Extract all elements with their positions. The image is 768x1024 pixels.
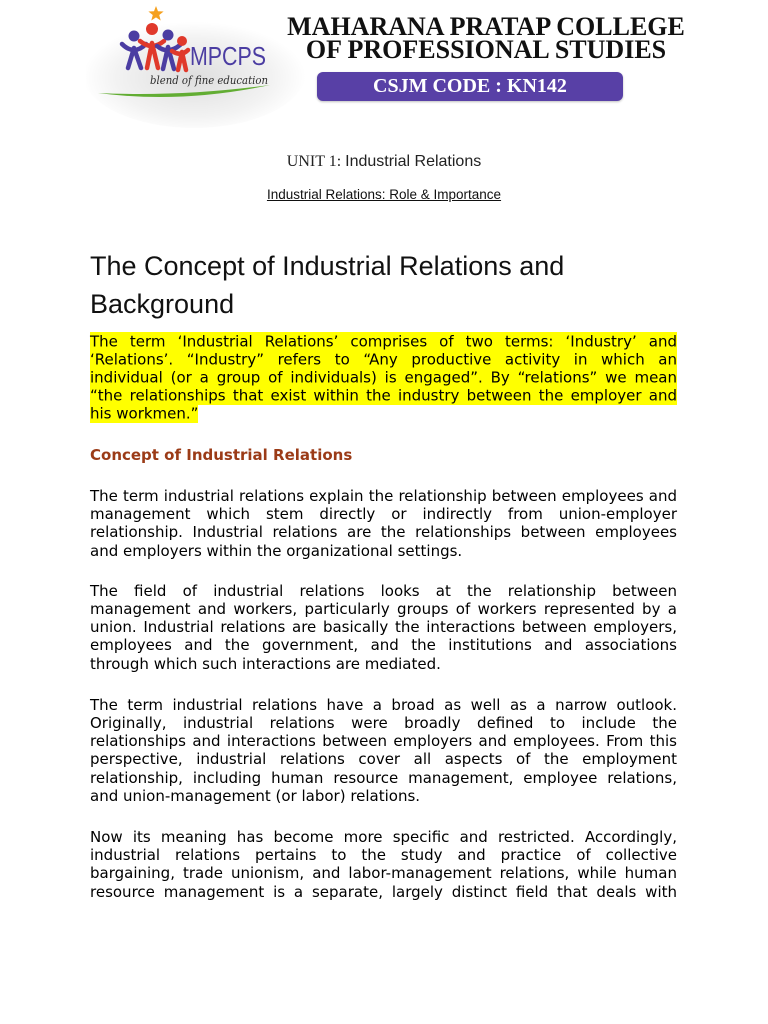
- text-line: [90, 404, 677, 422]
- text-line: [90, 487, 677, 505]
- text-line-content: bargaining, trade unionism, and labor-management relations, while human: [90, 864, 677, 883]
- college-logo: [86, 0, 306, 128]
- code-badge: CSJM CODE : KN142: [317, 72, 623, 101]
- text-line-content: ‘Relations’. “Industry” refers to “Any productive activity in which an: [90, 350, 677, 368]
- text-line-content: management and workers, particularly groups of workers represented by a: [90, 600, 677, 619]
- text-line: [90, 696, 677, 714]
- figure-head: [129, 31, 140, 42]
- logo-tagline: blend of fine education: [150, 74, 268, 87]
- topic-subtitle: [0, 187, 768, 203]
- college-name-line: MAHARANA PRATAP COLLEGE: [287, 12, 685, 41]
- text-line: [90, 769, 677, 787]
- text-line: [90, 600, 677, 618]
- logo-star-icon: [148, 6, 163, 20]
- text-line-content: “the relationships that exist within the industry between the employer and: [90, 386, 677, 404]
- text-line: [90, 332, 677, 350]
- text-line: [90, 883, 677, 901]
- text-line-content: relationship, including human resource management, employee relations,: [90, 768, 677, 787]
- text-line-content: relationship. Industrial relations are the relationships between employees: [90, 523, 677, 542]
- text-line-content: his workmen.”: [90, 404, 199, 422]
- body-paragraph: [90, 487, 677, 560]
- body-paragraph: [90, 696, 677, 805]
- text-line-content: and employers within the organizational settings.: [90, 541, 463, 560]
- topic-subtitle-text: Industrial Relations: Role & Importance: [266, 187, 502, 202]
- text-line-content: Originally, industrial relations were broadly defined to include the: [90, 714, 677, 733]
- body-paragraph: [90, 582, 677, 673]
- college-name-line: OF PROFESSIONAL STUDIES: [305, 35, 667, 64]
- section-heading: Concept of Industrial Relations: [90, 446, 353, 464]
- body-paragraph: [90, 828, 677, 901]
- main-heading: The Concept of Industrial Relations and Background: [90, 251, 565, 319]
- text-line-content: resource management is a separate, largely distinct field that deals with: [90, 882, 677, 901]
- text-line: [90, 542, 677, 560]
- text-line: [90, 350, 677, 368]
- college-name: [280, 12, 692, 64]
- text-line-content: management which stem directly or indirectly from union-employer: [90, 505, 677, 524]
- text-line-content: The field of industrial relations looks at the relationship between: [90, 581, 677, 600]
- unit-label: UNIT 1:: [286, 153, 342, 170]
- text-line: [90, 714, 677, 732]
- text-line-content: Now its meaning has become more specific and restricted. Accordingly,: [90, 828, 677, 847]
- unit-title: [0, 152, 768, 172]
- document-body: [90, 247, 677, 901]
- text-line: [90, 846, 677, 864]
- text-line: [90, 505, 677, 523]
- text-line-content: relationships and interactions between employers and employees. From this: [90, 732, 677, 751]
- text-line-content: industrial relations pertains to the study and practice of collective: [90, 846, 677, 865]
- text-line-content: union. Industrial relations are basically the interactions between employers,: [90, 618, 677, 637]
- figure-head: [146, 23, 158, 35]
- logo-backdrop-glow: [86, 16, 306, 128]
- text-line-content: The term ‘Industrial Relations’ comprises of two terms: ‘Industry’ and: [90, 332, 677, 350]
- text-line: [90, 864, 677, 882]
- unit-name: Industrial Relations: [345, 153, 482, 170]
- highlighted-intro-paragraph: [90, 332, 677, 422]
- text-line: [90, 828, 677, 846]
- text-line: [90, 732, 677, 750]
- text-line-content: through which such interactions are mediated.: [90, 654, 441, 673]
- text-line-content: The term industrial relations explain the relationship between employees and: [90, 487, 677, 505]
- text-line: [90, 368, 677, 386]
- figure-head: [163, 30, 174, 41]
- logo-acronym: MPCPS: [190, 41, 266, 71]
- text-line: [90, 787, 677, 805]
- text-line: [90, 636, 677, 654]
- text-line: [90, 618, 677, 636]
- text-line-content: The term industrial relations have a broad as well as a narrow outlook.: [90, 695, 677, 714]
- text-line-content: individual (or a group of individuals) is engaged”. By “relations” we mean: [90, 368, 677, 386]
- text-line-content: employees and the government, and the institutions and associations: [90, 636, 677, 655]
- text-line: [90, 523, 677, 541]
- text-line: [90, 750, 677, 768]
- text-line: [90, 655, 677, 673]
- text-line: [90, 582, 677, 600]
- text-line: [90, 386, 677, 404]
- text-line-content: and union-management (or labor) relations.: [90, 786, 421, 805]
- text-line-content: perspective, industrial relations cover all aspects of the employment: [90, 750, 677, 769]
- figure-head: [177, 36, 187, 46]
